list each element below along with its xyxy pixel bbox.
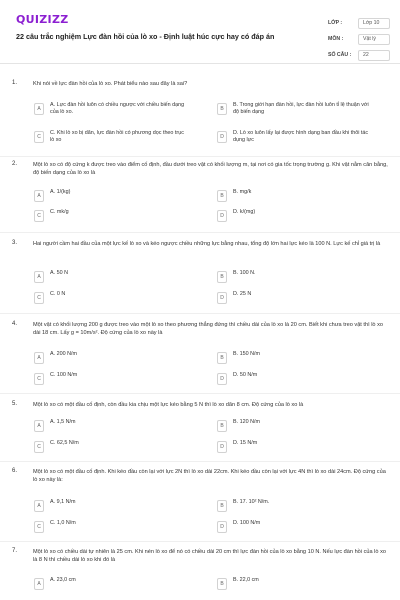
meta-value: 22 [358, 50, 390, 61]
option-text: D. 100 N/m [233, 520, 261, 526]
option-text: D. 15 N/m [233, 440, 258, 446]
option-d[interactable] [217, 291, 371, 305]
option-letter: C [34, 373, 44, 385]
option-a[interactable] [34, 102, 188, 120]
option-text: C. 0 N [50, 291, 66, 297]
question-text: Khi nói về lực đàn hồi của lò xo. Phát biểu nào sau đây là sai? [33, 81, 188, 87]
option-d[interactable] [217, 520, 371, 534]
option-a[interactable] [34, 189, 188, 203]
meta-row-class [328, 15, 390, 31]
option-a[interactable] [34, 419, 188, 433]
question-number: 4. [12, 321, 18, 327]
divider [0, 541, 400, 542]
option-letter: D [217, 373, 227, 385]
question-text: Hai người cầm hai đầu của một lực kế lò xo và kéo ngược chiều những lực bằng nhau, tổng độ lớn hai lực kéo là 100 N. Lực kế chỉ giá trị là [33, 241, 381, 247]
question-text: Một vật có khối lượng 200 g được treo vào một lò xo theo phương thẳng đứng thì chiều dài của lò xo là 20 cm. Biết khi chưa treo vật thì lò xo dài 18 cm. Lấy g = 10m/s². Độ cứng của lò xo này là [33, 322, 384, 336]
question-number: 2. [12, 161, 18, 167]
option-text: A. 1,5 N/m [50, 419, 76, 425]
option-text: C. 100 N/m [50, 372, 78, 378]
option-a[interactable] [34, 577, 188, 591]
question-text: Một lò xo có một đầu cố định. Khi kéo đầu còn lại với lực 2N thì lò xo dài 22cm. Khi kéo đầu còn lại với lực 4N thì lò xo dài 24cm. Độ cứng của lò xo này là: [33, 469, 386, 483]
question-text: Một lò xo có một đầu cố định, còn đầu kia chịu một lực kéo bằng 5 N thì lò xo dãn 8 cm. Độ cứng của lò xo là [33, 402, 304, 408]
option-text: C. Khi lò xo bị dãn, lực đàn hồi có phương dọc theo trục lò xo [50, 130, 184, 143]
option-text: A. 200 N/m [50, 351, 77, 357]
option-b[interactable] [217, 102, 371, 120]
quizizz-logo: QUIZIZZ [16, 13, 69, 26]
meta-info [328, 15, 390, 63]
option-letter: A [34, 352, 44, 364]
option-a[interactable] [34, 270, 188, 284]
question-number: 6. [12, 468, 18, 474]
worksheet-header [0, 0, 400, 64]
option-letter: A [34, 190, 44, 202]
option-letter: D [217, 131, 227, 143]
option-text: B. Trong giới hạn đàn hồi, lực đàn hồi luôn tỉ lệ thuận với độ biến dạng [233, 102, 369, 115]
option-c[interactable] [34, 520, 188, 534]
option-text: C. mk/g [50, 209, 69, 215]
option-text: A. Lực đàn hồi luôn có chiều ngược với chiều biến dạng của lò xo. [50, 102, 185, 115]
option-letter: D [217, 292, 227, 304]
option-a[interactable] [34, 351, 188, 365]
option-letter: C [34, 210, 44, 222]
option-letter: B [217, 420, 227, 432]
option-c[interactable] [34, 440, 188, 454]
option-letter: B [217, 190, 227, 202]
question-number: 7. [12, 548, 18, 554]
meta-row-subject [328, 31, 390, 47]
meta-value: Lớp 10 [358, 18, 390, 29]
option-c[interactable] [34, 372, 188, 386]
option-c[interactable] [34, 291, 188, 305]
option-b[interactable] [217, 270, 371, 284]
option-b[interactable] [217, 419, 371, 433]
option-text: B. 150 N/m [233, 351, 260, 357]
divider [0, 232, 400, 233]
question-number: 5. [12, 401, 18, 407]
option-letter: B [217, 103, 227, 115]
option-text: D. Lò xo luôn lấy lại được hình dạng ban đầu khi thôi tác dụng lực [233, 130, 369, 143]
option-letter: A [34, 271, 44, 283]
option-c[interactable] [34, 130, 188, 148]
option-text: D. 25 N [233, 291, 252, 297]
option-b[interactable] [217, 189, 371, 203]
option-c[interactable] [34, 209, 188, 223]
option-d[interactable] [217, 372, 371, 386]
option-letter: D [217, 521, 227, 533]
question-number: 1. [12, 80, 18, 86]
option-text: B. 120 N/m [233, 419, 260, 425]
option-letter: B [217, 500, 227, 512]
divider [0, 393, 400, 394]
option-letter: D [217, 441, 227, 453]
option-text: B. 100 N. [233, 270, 256, 276]
option-letter: B [217, 352, 227, 364]
meta-key: LỚP : [328, 20, 343, 26]
option-d[interactable] [217, 440, 371, 454]
meta-key: SỐ CÂU : [328, 52, 352, 58]
divider [0, 461, 400, 462]
meta-row-count [328, 47, 390, 63]
question-number: 3. [12, 240, 18, 246]
option-letter: D [217, 210, 227, 222]
option-letter: A [34, 420, 44, 432]
option-text: C. 62,5 N/m [50, 440, 79, 446]
option-letter: A [34, 500, 44, 512]
option-a[interactable] [34, 499, 188, 513]
divider [0, 156, 400, 157]
option-text: A. 1/(kg) [50, 189, 71, 195]
option-b[interactable] [217, 499, 371, 513]
page-title: 22 câu trắc nghiệm Lực đàn hồi của lò xo - Định luật húc cực hay có đáp án [16, 32, 275, 41]
option-text: A. 23,0 cm [50, 577, 76, 583]
option-b[interactable] [217, 351, 371, 365]
question-text: Một lò xo có độ cứng k được treo vào điểm cố định, đầu dưới treo vật có khối lượng m, tại nơi có gia tốc trọng trường g. Khi vật nằm cân bằng, độ biến dạng của lò xo là [33, 162, 388, 176]
option-letter: B [217, 578, 227, 590]
option-text: A. 50 N [50, 270, 68, 276]
option-text: D. 50 N/m [233, 372, 258, 378]
option-d[interactable] [217, 209, 371, 223]
option-text: B. 22,0 cm [233, 577, 259, 583]
meta-value: Vật lý [358, 34, 390, 45]
option-d[interactable] [217, 130, 371, 148]
option-letter: C [34, 292, 44, 304]
option-letter: A [34, 103, 44, 115]
option-letter: C [34, 441, 44, 453]
option-b[interactable] [217, 577, 371, 591]
meta-key: MÔN : [328, 36, 344, 42]
option-letter: B [217, 271, 227, 283]
option-text: C. 1,0 N/m [50, 520, 76, 526]
option-letter: C [34, 521, 44, 533]
option-text: D. k/(mg) [233, 209, 256, 215]
question-text: Một lò xo có chiều dài tự nhiên là 25 cm. Khi nén lò xo để nó có chiều dài 20 cm thì lực đàn hồi của lò xo bằng 10 N. Nếu lực đàn hồi của lò xo là 8 N thì chiều dài lò xo khi đó là [33, 549, 386, 563]
option-text: B. mg/k [233, 189, 252, 195]
option-text: A. 9,1 N/m [50, 499, 76, 505]
option-text: B. 17. 10² N/m. [233, 499, 270, 505]
option-letter: A [34, 578, 44, 590]
divider [0, 313, 400, 314]
option-letter: C [34, 131, 44, 143]
